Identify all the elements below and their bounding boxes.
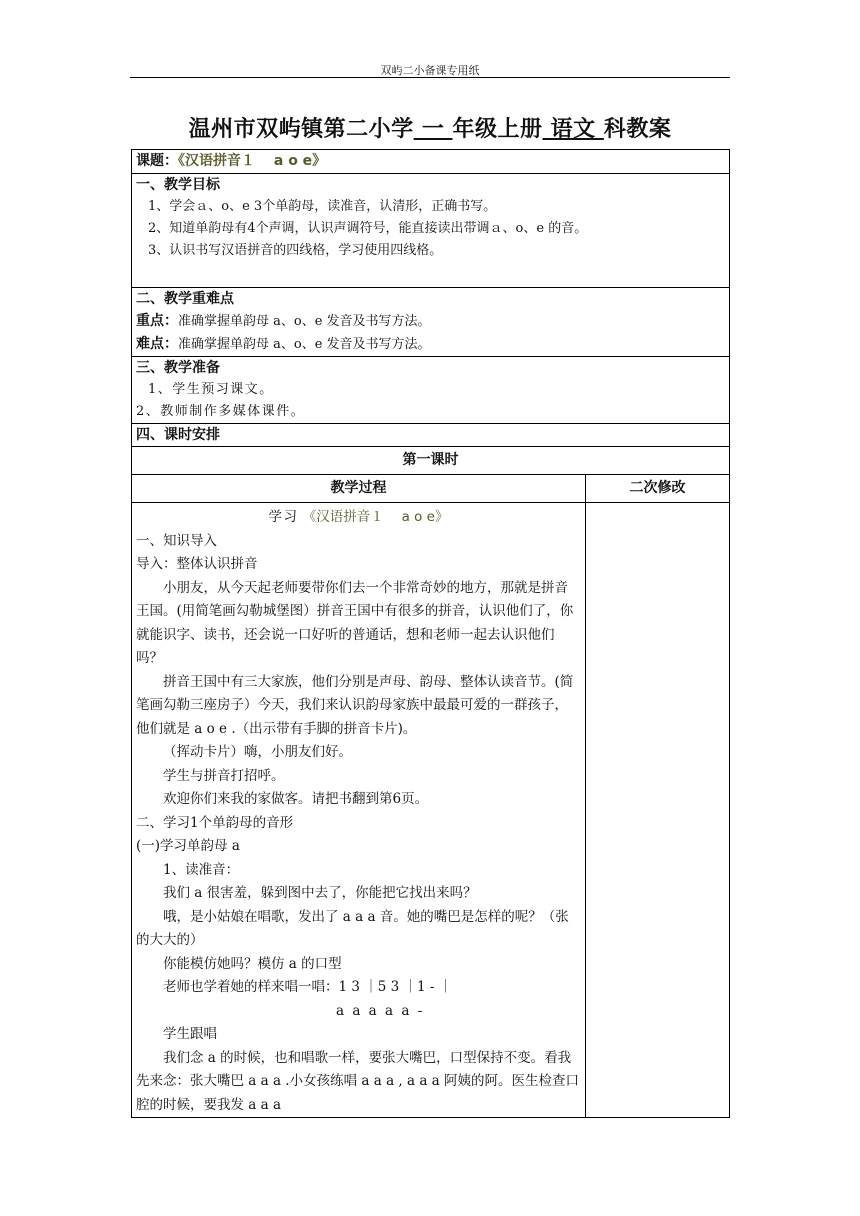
schedule-heading: 四、课时安排 (136, 427, 220, 443)
objectives-row (132, 174, 730, 288)
column-header-row (132, 475, 730, 503)
lesson-name: 《汉语拼音１ a o e》 (178, 153, 327, 169)
preparation-item: 2、教师制作多媒体课件。 (136, 404, 306, 419)
process-line: （挥动卡片）嗨，小朋友们好。 (163, 744, 352, 760)
process-line: 欢迎你们来我的家做客。请把书翻到第6页。 (163, 791, 429, 807)
title-mid: 年级上册 (452, 117, 543, 142)
focus-text: 准确掌握单韵母 a、o、e 发音及书写方法。 (178, 314, 431, 329)
objectives-heading: 一、教学目标 (136, 177, 220, 193)
key-points-heading: 二、教学重难点 (136, 291, 234, 307)
process-line: (一)学习单韵母 a (136, 838, 240, 854)
objective-item: 1、学会ａ、o、e 3个单韵母，读准音，认清形，正确书写。 (148, 199, 497, 214)
process-line: 哦，是小姑娘在唱歌，发出了 a a a 音。她的嘴巴是怎样的呢？（张的大大的） (136, 908, 569, 948)
study-prefix: 学习 (268, 509, 299, 525)
key-points-row (132, 288, 730, 357)
schedule-row (132, 424, 730, 447)
process-line: 1、读准音： (163, 861, 240, 878)
lesson-plan-table (131, 149, 730, 1118)
process-line: 拼音王国中有三大家族，他们分别是声母、韵母、整体认读音节。(简笔画勾勒三座房子）今天，我们来认识韵母家族中最最可爱的一群孩子，他们就是 a o e .（出示带有手脚的拼音卡片)。 (136, 673, 574, 737)
objective-item: 3、认识书写汉语拼音的四线格，学习使用四线格。 (148, 243, 443, 258)
page-title (0, 112, 860, 143)
preparation-item: 1、学生预习课文。 (148, 382, 274, 397)
revision-column-header: 二次修改 (629, 480, 686, 496)
preparation-heading: 三、教学准备 (136, 360, 220, 376)
title-subject: 语文 (542, 117, 604, 142)
focus-label: 重点： (136, 313, 178, 329)
process-line: 你能模仿她吗？模仿 a 的口型 (163, 955, 342, 972)
title-suffix: 科教案 (603, 117, 672, 142)
header-note: 双屿二小备课专用纸 (380, 64, 480, 77)
title-grade: 一 (413, 117, 453, 142)
process-cell (132, 503, 586, 1118)
process-column-header: 教学过程 (330, 480, 387, 496)
period-row (132, 447, 730, 475)
lesson-row (132, 150, 730, 174)
study-title (136, 506, 581, 530)
difficulty-text: 准确掌握单韵母 a、o、e 发音及书写方法。 (178, 337, 431, 352)
difficulty-label: 难点： (136, 336, 178, 352)
lesson-label: 课题： (136, 153, 178, 169)
process-lines (136, 530, 581, 1118)
process-line: 小朋友，从今天起老师要带你们去一个非常奇妙的地方，那就是拼音王国。(用简笔画勾勒城堡图）拼音王国中有很多的拼音，认识他们了，你就能识字、读书，还会说一口好听的普通话，想和老师一起去认识他们吗？ (136, 579, 574, 666)
process-line: a a a a a - (336, 1002, 423, 1019)
process-line: 一、知识导入 (136, 532, 217, 549)
preparation-row (132, 357, 730, 424)
process-line: 我们 a 很害羞，躲到图中去了，你能把它找出来吗？ (163, 885, 477, 901)
title-school: 温州市双屿镇第二小学 (188, 117, 414, 142)
header-divider (130, 77, 730, 78)
process-line: 二、学习1个单韵母的音形 (136, 814, 294, 831)
process-line: 我们念 a 的时候，也和唱歌一样，要张大嘴巴，口型保持不变。看我先来念：张大嘴巴 a a a .小女孩练唱 a a a , a a a 阿姨的阿。医生检查口腔的时候，要我发 a a a (136, 1049, 580, 1113)
process-line: 学生跟唱 (163, 1026, 217, 1042)
process-row (132, 503, 730, 1118)
objective-item: 2、知道单韵母有4个声调，认识声调符号，能直接读出带调ａ、o、e 的音。 (148, 221, 588, 236)
process-line: 老师也学着她的样来唱一唱：1 3 ｜5 3 ｜1 - ｜ (163, 979, 453, 995)
process-line: 学生与拼音打招呼。 (163, 767, 285, 784)
study-name: 《汉语拼音１ a o e》 (302, 509, 449, 525)
revision-cell (586, 503, 730, 1118)
period-title: 第一课时 (402, 452, 459, 468)
process-line: 导入：整体认识拼音 (136, 556, 258, 572)
